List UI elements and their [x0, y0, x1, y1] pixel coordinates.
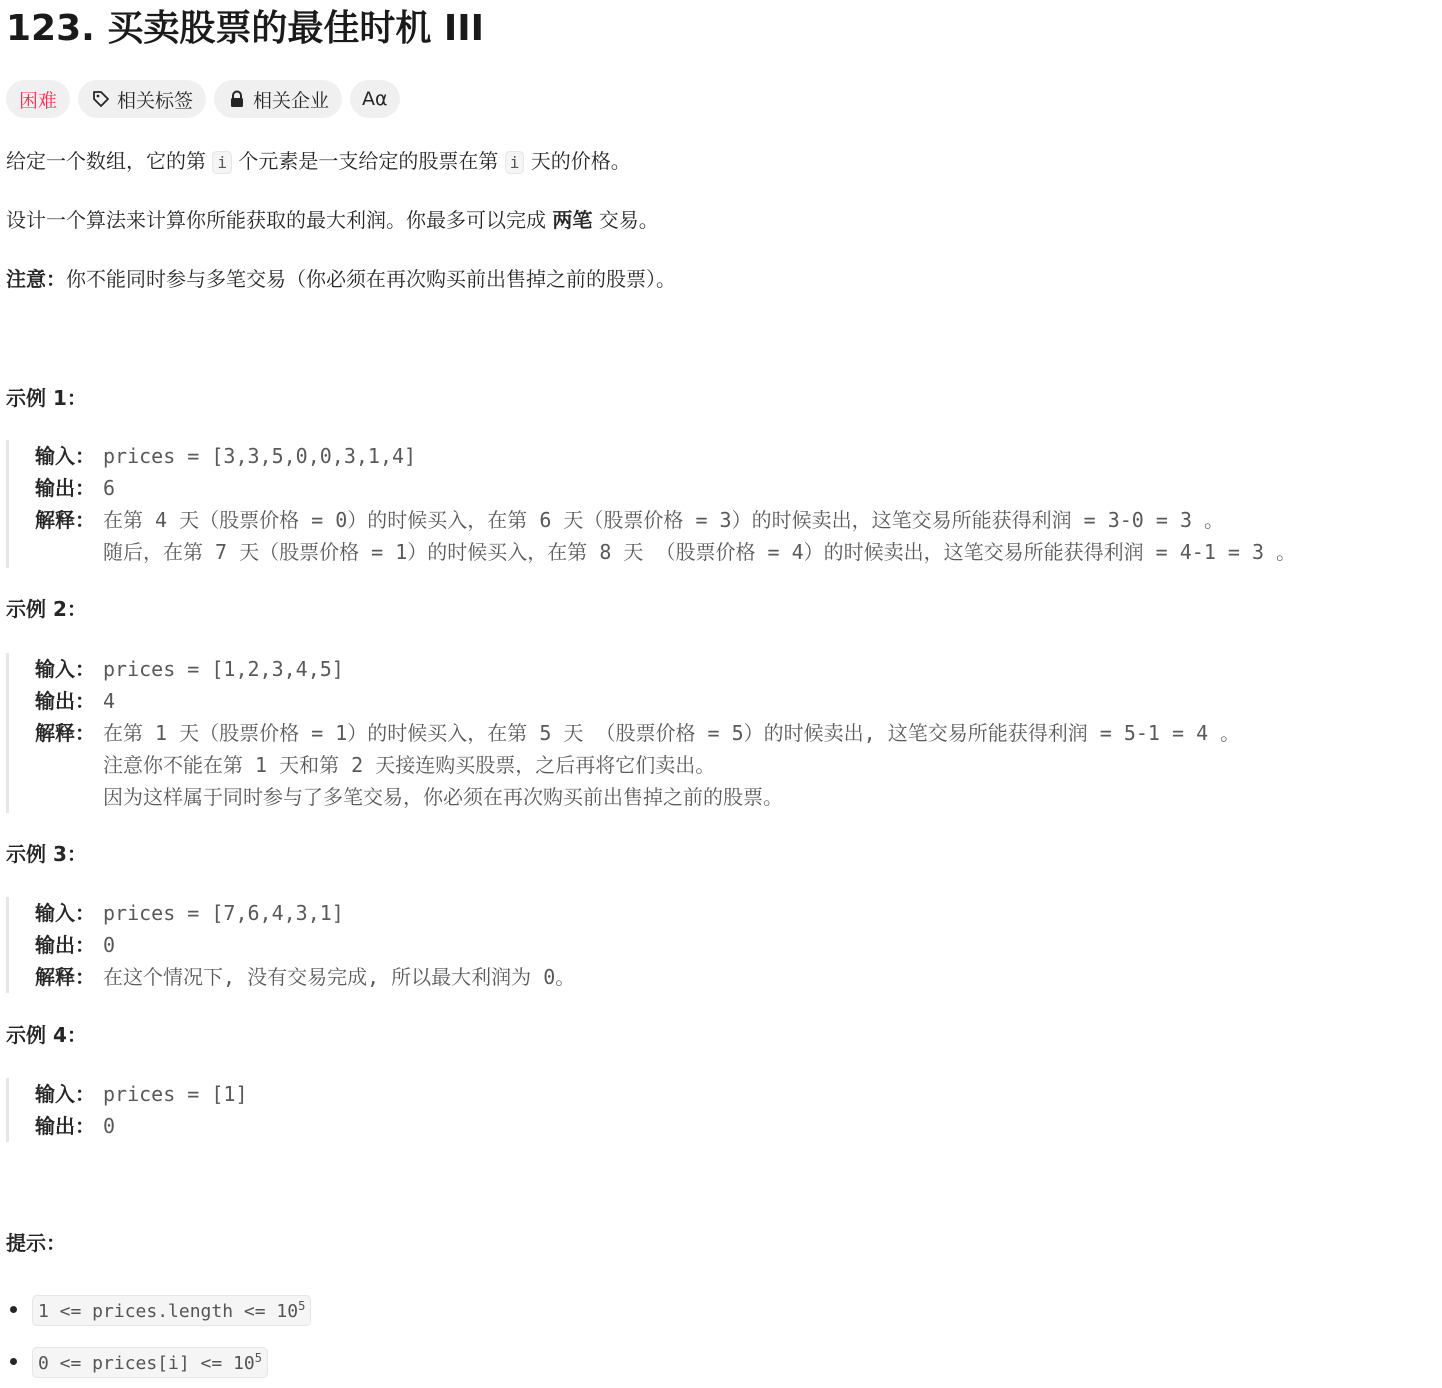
desc-text: 交易。	[598, 208, 659, 232]
explain-value: 在第 1 天（股票价格 = 1）的时候买入，在第 5 天 （股票价格 = 5）的时候卖出, 这笔交易所能获得利润 = 5-1 = 4 。	[103, 721, 1241, 745]
bullet-icon	[10, 1306, 17, 1313]
note-text: 你不能同时参与多笔交易（你必须在再次购买前出售掉之前的股票）。	[66, 267, 676, 291]
output-label: 输出：	[35, 689, 95, 713]
difficulty-badge: 困难	[6, 80, 70, 118]
example-3-title: 示例 3：	[6, 842, 87, 866]
input-value: prices = [7,6,4,3,1]	[103, 901, 344, 925]
hints-list	[6, 1284, 311, 1388]
desc-text: 给定一个数组，它的第	[6, 149, 206, 173]
example-2-title: 示例 2：	[6, 597, 87, 621]
description-note	[6, 264, 676, 294]
output-label: 输出：	[35, 933, 95, 957]
explain-continued: 因为这样属于同时参与了多笔交易，你必须在再次购买前出售掉之前的股票。	[103, 785, 783, 809]
output-value: 0	[103, 1114, 116, 1138]
desc-text: 个元素是一支给定的股票在第	[238, 149, 499, 173]
example-1-title: 示例 1：	[6, 386, 87, 410]
problem-title: 123. 买卖股票的最佳时机 III	[6, 8, 485, 49]
tag-bar	[6, 80, 400, 118]
explain-label: 解释：	[35, 965, 95, 989]
note-label: 注意：	[6, 267, 66, 291]
example-1-block	[6, 440, 1296, 568]
output-value: 0	[103, 933, 116, 957]
input-label: 输入：	[35, 444, 95, 468]
explain-label: 解释：	[35, 721, 95, 745]
related-tags-label: 相关标签	[117, 89, 194, 112]
example-2-block	[6, 653, 1240, 813]
hint-exponent: 5	[298, 1298, 306, 1313]
input-label: 输入：	[35, 1082, 95, 1106]
desc-text: 设计一个算法来计算你所能获取的最大利润。你最多可以完成	[6, 208, 546, 232]
related-companies-button[interactable]	[214, 80, 342, 118]
hint-item	[6, 1336, 311, 1388]
input-label: 输入：	[35, 901, 95, 925]
example-4-block	[6, 1078, 248, 1142]
hint-code	[32, 1295, 311, 1326]
desc-text: 天的价格。	[530, 149, 631, 173]
input-value: prices = [3,3,5,0,0,3,1,4]	[103, 444, 417, 468]
output-label: 输出：	[35, 1114, 95, 1138]
description-paragraph-2	[6, 205, 659, 235]
hint-exponent: 5	[254, 1350, 262, 1365]
output-value: 4	[103, 689, 116, 713]
hint-code	[32, 1347, 268, 1378]
lock-icon	[227, 89, 247, 109]
translate-icon: Aα	[362, 88, 388, 110]
output-label: 输出：	[35, 476, 95, 500]
example-4-title: 示例 4：	[6, 1023, 87, 1047]
related-companies-label: 相关企业	[253, 89, 330, 112]
description-paragraph-1	[6, 146, 631, 178]
input-value: prices = [1,2,3,4,5]	[103, 657, 344, 681]
output-value: 6	[103, 476, 116, 500]
bullet-icon	[10, 1358, 17, 1365]
hint-item	[6, 1284, 311, 1336]
explain-continued: 注意你不能在第 1 天和第 2 天接连购买股票，之后再将它们卖出。	[103, 753, 716, 777]
hint-code-text: 0 <= prices[i] <= 10	[38, 1352, 255, 1374]
hint-code-text: 1 <= prices.length <= 10	[38, 1300, 299, 1322]
inline-code: i	[212, 151, 232, 174]
explain-value: 在这个情况下, 没有交易完成, 所以最大利润为 0。	[103, 965, 576, 989]
tag-icon	[91, 89, 111, 109]
input-value: prices = [1]	[103, 1082, 248, 1106]
example-3-block	[6, 897, 575, 993]
input-label: 输入：	[35, 657, 95, 681]
hints-title: 提示：	[6, 1231, 66, 1255]
desc-bold: 两笔	[552, 208, 593, 232]
related-tags-button[interactable]	[78, 80, 206, 118]
explain-continued: 随后，在第 7 天（股票价格 = 1）的时候买入，在第 8 天 （股票价格 = 4）的时候卖出，这笔交易所能获得利润 = 4-1 = 3 。	[103, 540, 1297, 564]
explain-value: 在第 4 天（股票价格 = 0）的时候买入，在第 6 天（股票价格 = 3）的时候卖出，这笔交易所能获得利润 = 3-0 = 3 。	[103, 508, 1225, 532]
inline-code: i	[505, 151, 525, 174]
translate-button[interactable]	[350, 80, 400, 118]
explain-label: 解释：	[35, 508, 95, 532]
